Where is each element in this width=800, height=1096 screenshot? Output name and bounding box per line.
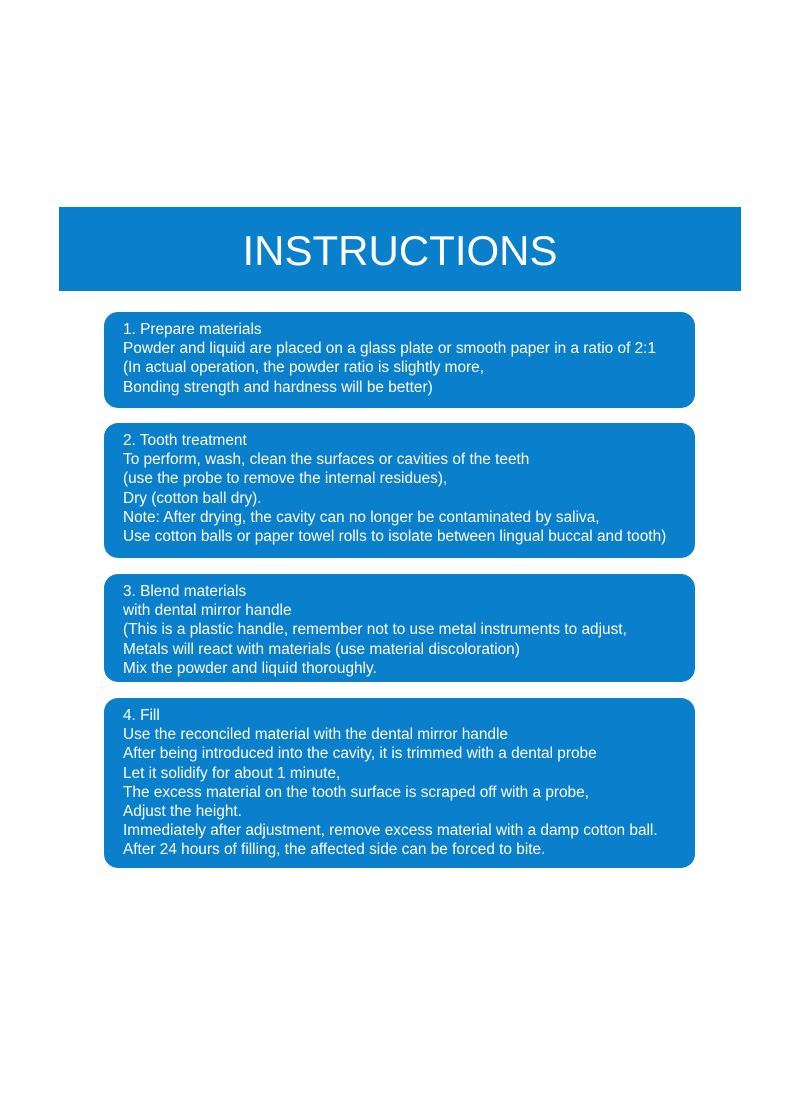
step-text-line: The excess material on the tooth surface is scraped off with a probe, [123,783,589,801]
step-card-blend-materials [104,574,695,682]
step-text-line: (This is a plastic handle, remember not to use metal instruments to adjust, [123,621,627,639]
step-heading: 1. Prepare materials [123,321,262,338]
step-text-line: Metals will react with materials (use material discoloration) [123,640,520,658]
step-heading: 4. Fill [123,707,160,724]
step-text-line: Note: After drying, the cavity can no longer be contaminated by saliva, [123,508,600,526]
step-text-line: Adjust the height. [123,803,242,821]
step-text-line: (use the probe to remove the internal residues), [123,470,448,488]
step-card-prepare-materials [104,312,695,408]
step-heading: 3. Blend materials [123,583,247,600]
step-text-line: Let it solidify for about 1 minute, [123,764,341,782]
step-text-line: Dry (cotton ball dry). [123,489,262,507]
step-text-line: After being introduced into the cavity, it is trimmed with a dental probe [123,745,597,763]
step-text-line: Use cotton balls or paper towel rolls to isolate between lingual buccal and tooth) [123,528,667,546]
step-card-tooth-treatment [104,423,695,558]
step-text-line: To perform, wash, clean the surfaces or cavities of the teeth [123,451,530,469]
step-text-line: Mix the powder and liquid thoroughly. [123,659,377,677]
step-text-line: with dental mirror handle [123,602,292,620]
step-text-line: After 24 hours of filling, the affected side can be forced to bite. [123,841,546,859]
step-text-line: Use the reconciled material with the dental mirror handle [123,726,508,744]
step-heading: 2. Tooth treatment [123,432,247,449]
step-text-line: Powder and liquid are placed on a glass plate or smooth paper in a ratio of 2:1 [123,340,657,358]
step-text-line: Immediately after adjustment, remove excess material with a damp cotton ball. [123,822,658,840]
step-card-fill [104,698,695,868]
step-text-line: Bonding strength and hardness will be better) [123,378,433,396]
step-text-line: (In actual operation, the powder ratio is slightly more, [123,359,485,377]
page-title: INSTRUCTIONS [242,227,558,274]
instructions-header-band [59,207,741,291]
